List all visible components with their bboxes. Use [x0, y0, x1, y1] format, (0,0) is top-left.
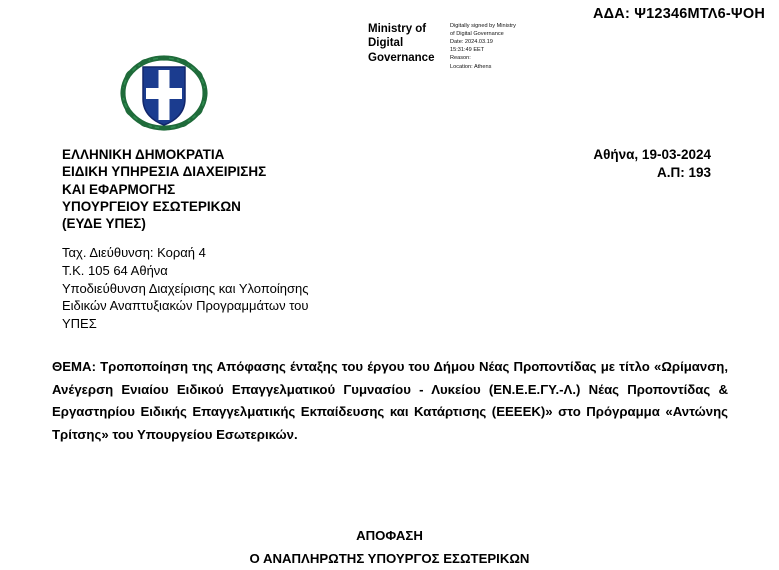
address-line-5: ΥΠΕΣ — [62, 316, 97, 332]
authority-line-5: (ΕΥΔΕ ΥΠΕΣ) — [62, 216, 146, 232]
subject-text: Τροποποίηση της Απόφασης ένταξης του έργου του Δήμου Νέας Προποντίδας με τίτλο «Ωρίμανση, Ανέγερση Ενιαίου Ειδικού Επαγγελματικού Γυμνασίου - Λυκείου (ΕΝ.Ε.Ε.ΓΥ.-Λ.) Νέας Προποντίδας & Εργαστηρίου Ειδικής Επαγγελματικής Εκπαίδευσης και Κατάρτισης (ΕΕΕΕΚ)» στο Πρόγραμμα «Αντώνης Τρίτσης» του Υπουργείου Εσωτερικών. — [52, 359, 728, 443]
decision-heading: ΑΠΟΦΑΣΗ — [356, 528, 423, 543]
subject-paragraph — [52, 356, 728, 447]
authority-line-3: ΚΑΙ ΕΦΑΡΜΟΓΗΣ — [62, 181, 176, 197]
signature-line-1: Digitally signed by Ministry — [450, 23, 516, 29]
address-line-1: Ταχ. Διεύθυνση: Κοραή 4 — [62, 245, 206, 260]
signature-line-6: Location: Athens — [450, 63, 492, 70]
place-date-line: Αθήνα, 19-03-2024 — [593, 147, 711, 162]
digital-signature-block — [450, 22, 570, 71]
issuing-authority — [62, 146, 402, 232]
address-line-2: Τ.Κ. 105 64 Αθήνα — [62, 262, 168, 278]
decision-title — [0, 524, 779, 570]
greek-coat-of-arms-icon — [118, 55, 210, 131]
decision-subheading: Ο ΑΝΑΠΛΗΡΩΤΗΣ ΥΠΟΥΡΓΟΣ ΕΣΩΤΕΡΙΚΩΝ — [249, 551, 530, 567]
place-and-protocol — [593, 146, 711, 181]
authority-line-1: ΕΛΛΗΝΙΚΗ ΔΗΜΟΚΡΑΤΙΑ — [62, 147, 225, 162]
protocol-number-line: Α.Π: 193 — [656, 164, 711, 180]
address-line-3: Υποδιεύθυνση Διαχείρισης και Υλοποίησης — [62, 280, 309, 296]
postal-address-block — [62, 244, 392, 333]
signature-line-3: Date: 2024.03.19 — [450, 39, 493, 46]
signature-line-5: Reason: — [450, 55, 471, 62]
address-line-4: Ειδικών Αναπτυξιακών Προγραμμάτων του — [62, 298, 309, 314]
authority-line-2: ΕΙΔΙΚΗ ΥΠΗΡΕΣΙΑ ΔΙΑΧΕΙΡΙΣΗΣ — [62, 164, 267, 180]
document-header-area — [0, 0, 779, 120]
subject-label: ΘΕΜΑ: — [52, 359, 96, 374]
ministry-label: Ministry of Digital Governance — [368, 23, 435, 64]
authority-line-4: ΥΠΟΥΡΓΕΙΟΥ ΕΣΩΤΕΡΙΚΩΝ — [62, 198, 241, 214]
signature-line-4: 15:31:49 EET — [450, 47, 485, 54]
ada-number: ΑΔΑ: Ψ12346ΜΤΛ6-ΨΟΗ — [593, 6, 765, 22]
signature-line-2: of Digital Governance — [450, 31, 504, 38]
